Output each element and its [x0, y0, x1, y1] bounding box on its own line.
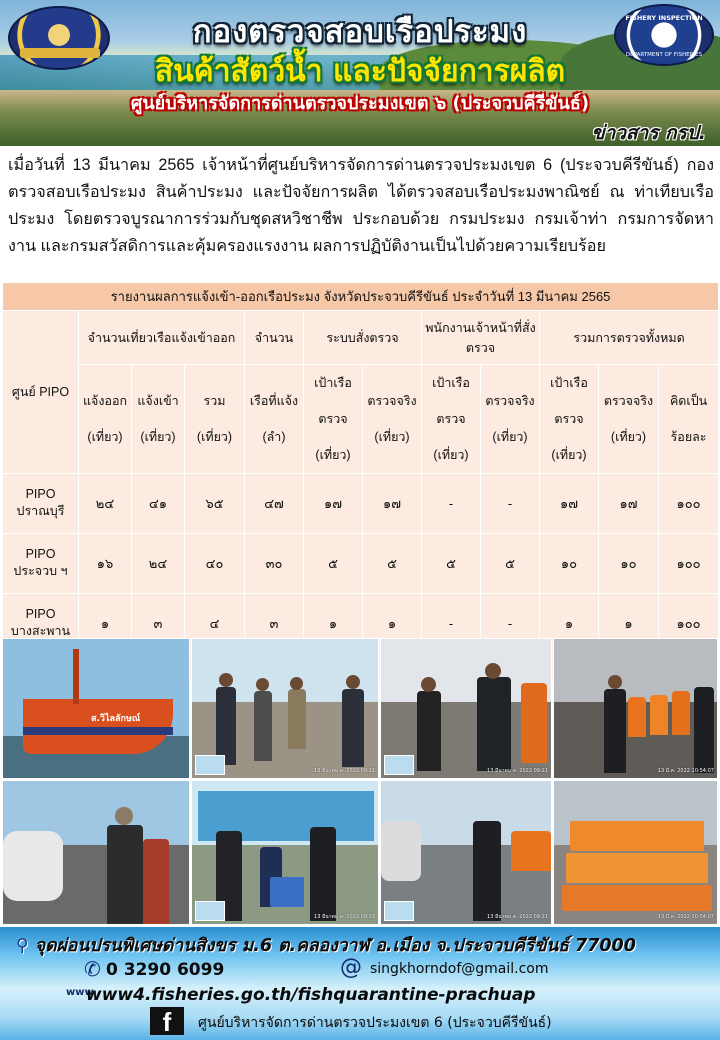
banner-subtitle: สินค้าสัตว์น้ำ และปัจจัยการผลิต: [154, 54, 566, 89]
boat-mast: [73, 649, 79, 704]
crew-member: [628, 697, 646, 737]
header-system: ระบบสั่งตรวจ: [304, 311, 422, 365]
contact-footer: [0, 927, 720, 1040]
photo-document-check: [380, 638, 552, 779]
banner-tagline: ข่าวสาร กรป.: [591, 122, 706, 144]
cell: ๑: [79, 594, 132, 654]
cell: ๑๐๐: [659, 534, 719, 594]
cell: ๑๐๐: [659, 474, 719, 534]
subheader-in: แจ้งเข้า (เที่ยว): [132, 365, 185, 474]
person: [254, 691, 272, 761]
subheader-officer-target: เป้าเรือตรวจ (เที่ยว): [422, 365, 481, 474]
photo-map-thumbnail: [195, 901, 225, 921]
photo-timestamp: 13 มี.ค. 2022 10:54:07: [657, 768, 714, 774]
header-count: จำนวน: [245, 311, 304, 365]
cell: ๑: [304, 594, 363, 654]
footer-address: [16, 931, 636, 959]
photo-harbor-officers: [2, 780, 190, 925]
cell: ๓: [132, 594, 185, 654]
person: [216, 687, 236, 765]
person-head: [346, 675, 360, 689]
person: [473, 821, 501, 921]
facebook-icon[interactable]: f: [150, 1007, 184, 1035]
subheader-officer-actual: ตรวจจริง (เที่ยว): [481, 365, 540, 474]
person-hat: [115, 807, 133, 825]
row-center-name: PIPO บางสะพาน: [3, 594, 79, 654]
cell: ๑: [599, 594, 659, 654]
person: [342, 689, 364, 767]
cell: ๑๖: [79, 534, 132, 594]
crew-member: [672, 691, 690, 735]
cell: ๔๗: [245, 474, 304, 534]
photo-map-thumbnail: [195, 755, 225, 775]
cell: ๕: [363, 534, 422, 594]
cell: ๓: [245, 594, 304, 654]
footer-website[interactable]: www4.fisheries.go.th/fishquarantine-prachuap: [86, 985, 536, 1005]
cell: ๑๐: [540, 534, 599, 594]
photo-registration-desk: [191, 780, 379, 925]
cell: ๔๑: [132, 474, 185, 534]
header-total: รวมการตรวจทั้งหมด: [540, 311, 719, 365]
news-paragraph: เมื่อวันที่ 13 มีนาคม 2565 เจ้าหน้าที่ศูนย์บริหารจัดการด่านตรวจประมงเขต 6 (ประจวบคีรีขันธ์) กองตรวจสอบเรือประมง สินค้าประมง และปัจจัยการผลิต ได้ตรวจสอบเรือประมงพาณิชย์ ณ ท่าเทียบเรือประมง โดยตรวจบูรณาการร่วมกับชุดสหวิชาชีพ ประกอบด้วย กรมประมง กรมเจ้าท่า กรมการจัดหางาน และกรมสวัสดิการและคุ้มครองแรงงาน ผลการปฏิบัติงานเป็นไปด้วยความเรียบร้อย: [8, 156, 714, 255]
person: [143, 839, 169, 925]
cell: -: [481, 594, 540, 654]
photo-crew-group: [553, 780, 718, 925]
person-head: [421, 677, 436, 692]
cell: ๑๗: [363, 474, 422, 534]
person-head: [290, 677, 303, 690]
person: [107, 825, 143, 925]
person-life-vest: [521, 683, 547, 763]
vehicle: [3, 831, 63, 901]
table-caption: รายงานผลการแจ้งเข้า-ออกเรือประมง จังหวัดประจวบคีรีขันธ์ ประจำวันที่ 13 มีนาคม 2565: [3, 283, 719, 311]
cell: ๑๗: [304, 474, 363, 534]
banner-title: กองตรวจสอบเรือประมง: [192, 14, 528, 50]
row-center-name: PIPO ปราณบุรี: [3, 474, 79, 534]
photo-timestamp: 13 มี.ค. 2022 10:54:07: [657, 914, 714, 920]
photo-map-thumbnail: [384, 901, 414, 921]
person-head: [256, 678, 269, 691]
photo-fishing-boat: [2, 638, 190, 779]
logo-text-top: FISHERY INSPECTION: [625, 14, 703, 22]
cell: ๕: [422, 534, 481, 594]
photo-crew-inspection: [553, 638, 718, 779]
logo-text-bottom: DEPARTMENT OF FISHERIES: [625, 52, 703, 58]
person-head: [219, 673, 233, 687]
header-trips: จำนวนเที่ยวเรือแจ้งเข้าออก: [79, 311, 245, 365]
header-officer: พนักงานเจ้าหน้าที่สั่งตรวจ: [422, 311, 540, 365]
person: [477, 677, 511, 771]
photo-timestamp: 13 มีนาคม ค. 2022 09:21: [487, 914, 548, 920]
cell: ๑๐: [599, 534, 659, 594]
footer-email[interactable]: singkhorndof@gmail.com: [370, 961, 549, 977]
photo-dock-inspection: [380, 780, 552, 925]
table-row: [3, 534, 719, 594]
crew-member: [650, 695, 668, 735]
subheader-total-actual: ตรวจจริง (เที่ยว): [599, 365, 659, 474]
cell: ๒๔: [79, 474, 132, 534]
cell: ๒๔: [132, 534, 185, 594]
subheader-percent: คิดเป็น ร้อยละ: [659, 365, 719, 474]
cell: -: [422, 594, 481, 654]
cell: ๑๐๐: [659, 594, 719, 654]
report-table: [2, 282, 719, 682]
crew-row: [562, 885, 712, 911]
row-center-name: PIPO ประจวบ ฯ: [3, 534, 79, 594]
cell: ๔: [185, 594, 245, 654]
person-head: [608, 675, 622, 689]
footer-facebook-page[interactable]: ศูนย์บริหารจัดการด่านตรวจประมงเขต 6 (ประจวบคีรีขันธ์): [198, 1015, 552, 1031]
address-text: จุดผ่อนปรนพิเศษด่านสิงขร ม.6 ต.คลองวาฬ อ.เมือง จ.ประจวบคีรีขันธ์ 77000: [34, 936, 636, 956]
person-head: [485, 663, 501, 679]
subheader-out: แจ้งออก (เที่ยว): [79, 365, 132, 474]
chair: [270, 877, 304, 907]
cell: -: [422, 474, 481, 534]
person: [288, 689, 306, 749]
photo-map-thumbnail: [384, 755, 414, 775]
cell: ๑: [540, 594, 599, 654]
subheader-system-actual: ตรวจจริง (เที่ยว): [363, 365, 422, 474]
vehicle: [381, 821, 421, 881]
boat-name: ส.วิไลลักษณ์: [91, 714, 141, 724]
boat-stripe: [23, 727, 173, 735]
banner-center-name: ศูนย์บริหารจัดการด่านตรวจประมงเขต ๖ (ประจวบคีรีขันธ์): [130, 93, 590, 114]
photo-timestamp: 13 มีนาคม ค. 2022 09:33: [314, 914, 375, 920]
table-row: [3, 474, 719, 534]
cell: ๕: [304, 534, 363, 594]
email-icon: @: [340, 955, 362, 980]
cell: ๕: [481, 534, 540, 594]
header-center: ศูนย์ PIPO: [3, 311, 79, 474]
person: [310, 827, 336, 921]
footer-phone[interactable]: 0 3290 6099: [106, 960, 225, 980]
subheader-system-target: เป้าเรือตรวจ (เที่ยว): [304, 365, 363, 474]
header-banner: [0, 0, 720, 146]
cell: ๑๗: [599, 474, 659, 534]
photo-timestamp: 13 มีนาคม ค. 2022 09:21: [314, 768, 375, 774]
photo-officers-pier: [191, 638, 379, 779]
crew-row: [566, 853, 708, 883]
subheader-total-target: เป้าเรือตรวจ (เที่ยว): [540, 365, 599, 474]
photo-timestamp: 13 มีนาคม ค. 2022 09:21: [487, 768, 548, 774]
phone-icon: ✆: [84, 957, 101, 981]
person: [604, 689, 626, 773]
cell: -: [481, 474, 540, 534]
location-pin-icon: ⚲: [16, 936, 29, 956]
cell: ๔๐: [185, 534, 245, 594]
crew-group: [511, 831, 551, 871]
person: [417, 691, 441, 771]
crew-row: [570, 821, 704, 851]
cell: ๖๕: [185, 474, 245, 534]
cell: ๑๗: [540, 474, 599, 534]
cell: ๑: [363, 594, 422, 654]
subheader-boats: เรือที่แจ้ง (ลำ): [245, 365, 304, 474]
subheader-sum: รวม (เที่ยว): [185, 365, 245, 474]
globe-icon: www: [66, 987, 94, 998]
person: [694, 687, 714, 773]
cell: ๓๐: [245, 534, 304, 594]
